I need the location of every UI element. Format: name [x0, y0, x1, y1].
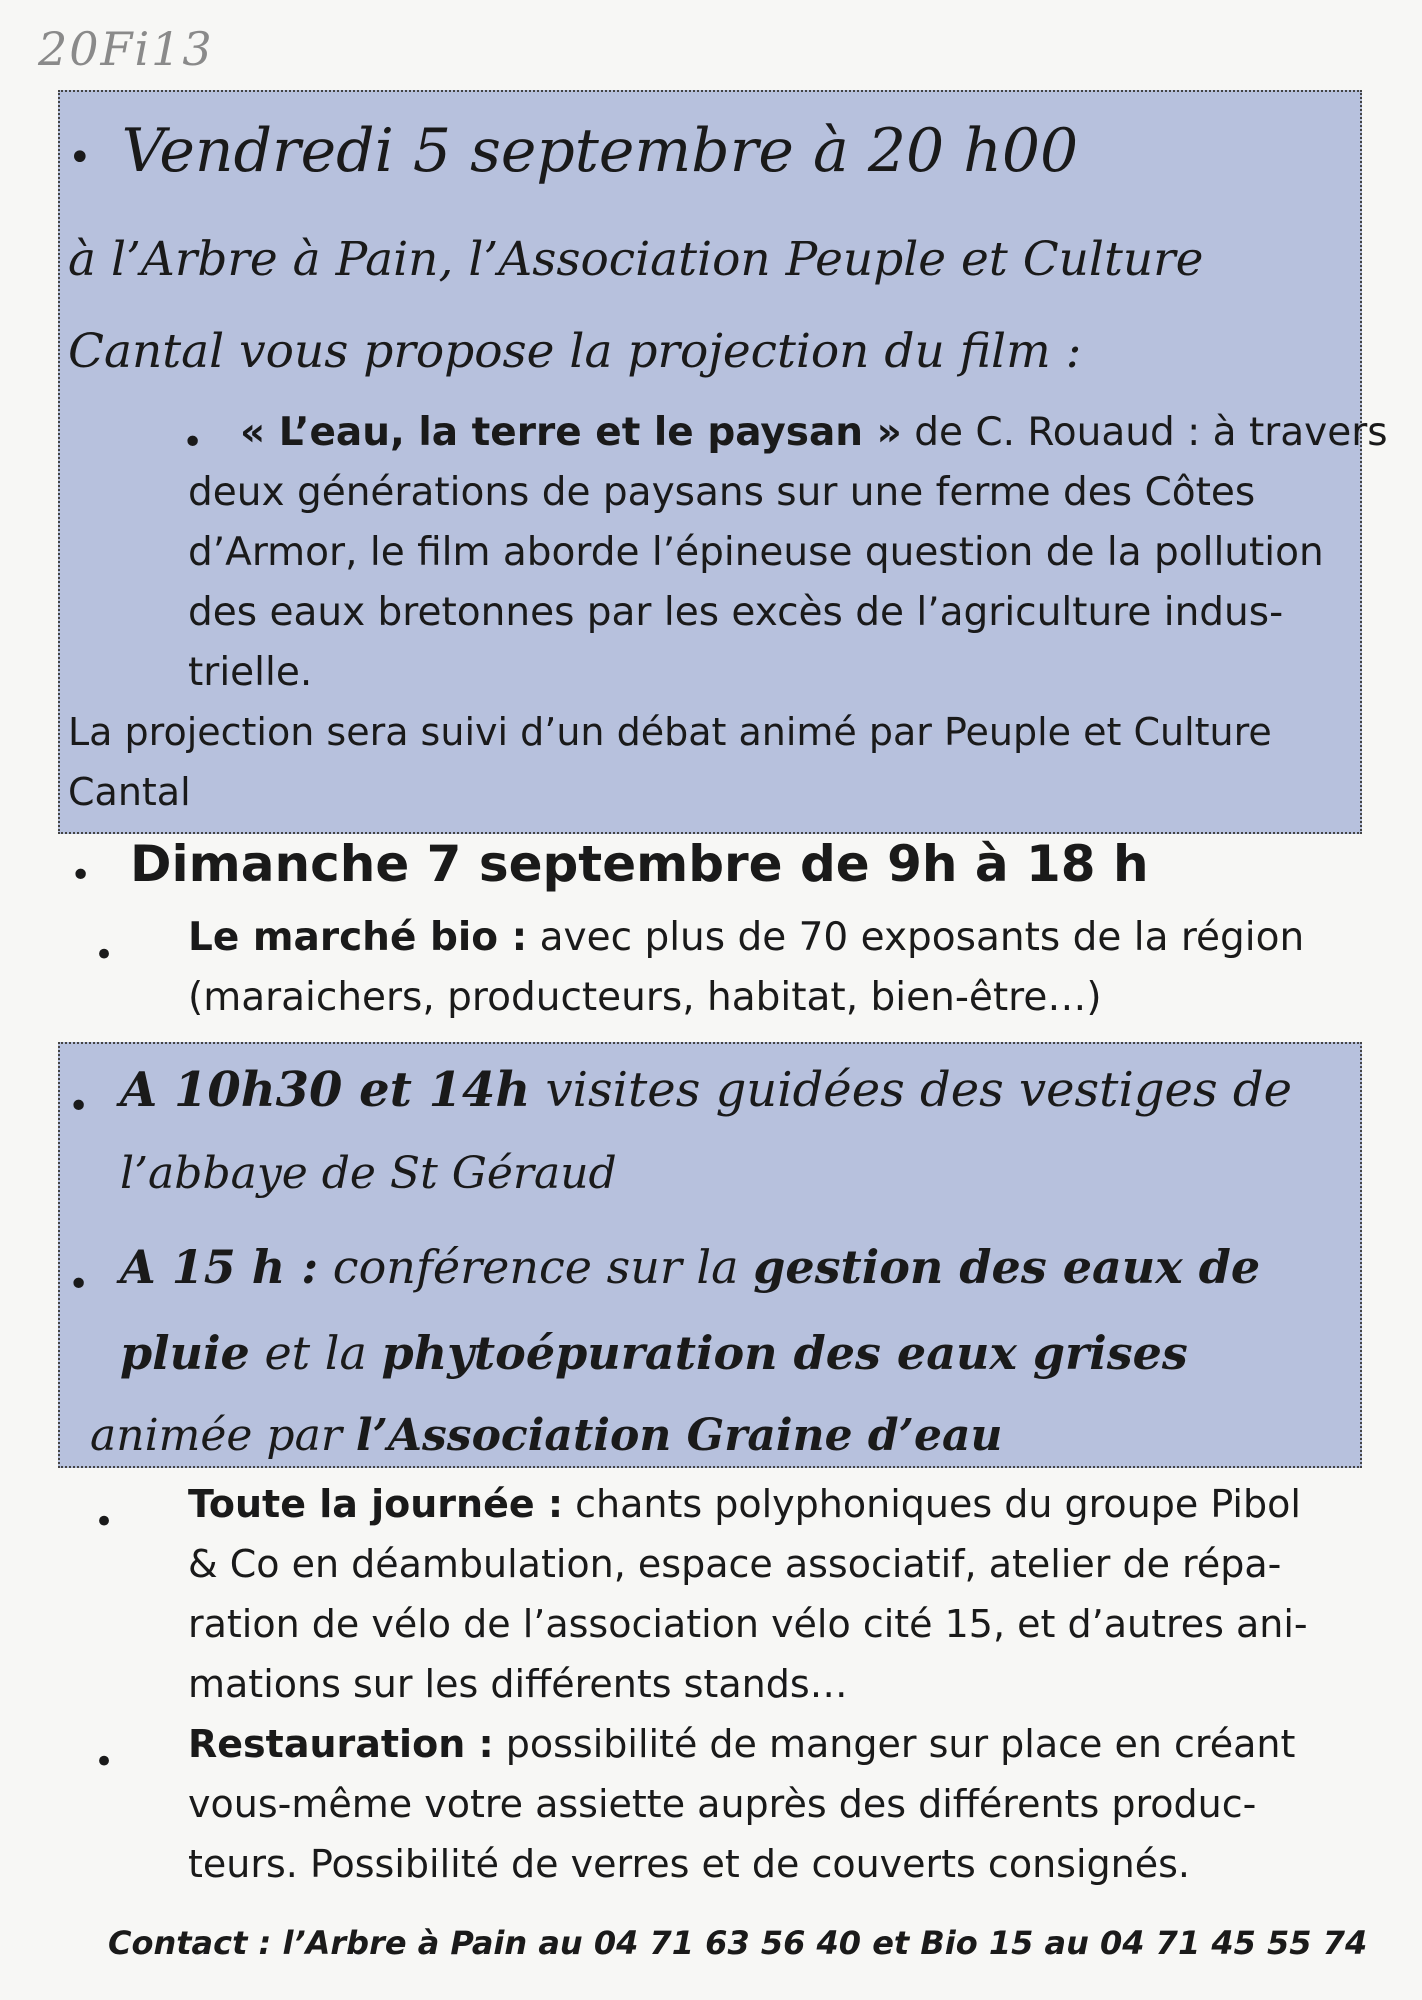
- food-line: [188, 1722, 1295, 1766]
- bullet-dot: •: [68, 135, 92, 181]
- conference-text: et la: [249, 1326, 382, 1380]
- conference-topic: pluie: [120, 1326, 250, 1380]
- all-day-label: Toute la journée :: [188, 1482, 564, 1526]
- bullet-dot: •: [182, 422, 204, 463]
- film-description-line: d’Armor, le film aborde l’épineuse question de la pollution: [188, 530, 1324, 575]
- bullet-dot: •: [94, 935, 115, 975]
- bullet-dot: •: [70, 855, 92, 896]
- debate-note: La projection sera suivi d’un débat animé par Peuple et Culture: [68, 710, 1272, 754]
- all-day-text: chants polyphoniques du groupe Pibol: [563, 1482, 1301, 1526]
- market-line: (maraichers, producteurs, habitat, bien-être…): [188, 975, 1102, 1020]
- all-day-line: [188, 1482, 1301, 1526]
- conference-line: [120, 1240, 1260, 1294]
- conference-topic: phytoépuration des eaux grises: [381, 1326, 1188, 1380]
- friday-heading: [68, 116, 1078, 186]
- friday-venue-line: à l’Arbre à Pain, l’Association Peuple et Culture: [68, 232, 1204, 287]
- conference-line: [120, 1326, 1188, 1380]
- archive-reference: 20Fi13: [38, 22, 214, 76]
- film-description-line: deux générations de paysans sur une ferme des Côtes: [188, 470, 1256, 515]
- food-label: Restauration :: [188, 1722, 494, 1766]
- all-day-line: mations sur les différents stands…: [188, 1662, 848, 1706]
- film-title: « L’eau, la terre et le paysan »: [240, 410, 902, 455]
- food-line: vous-même votre assiette auprès des différents produc-: [188, 1782, 1257, 1826]
- bullet-dot: •: [68, 1086, 90, 1127]
- conference-organizer: l’Association Graine d’eau: [355, 1410, 1003, 1461]
- debate-note: Cantal: [68, 770, 191, 814]
- friday-venue-line: Cantal vous propose la projection du film :: [68, 324, 1082, 379]
- film-description-line: [240, 410, 1388, 455]
- all-day-line: & Co en déambulation, espace associatif, atelier de répa-: [188, 1542, 1282, 1586]
- conference-text: conférence sur la: [318, 1240, 754, 1294]
- film-description-line: trielle.: [188, 650, 313, 695]
- contact-info: Contact : l’Arbre à Pain au 04 71 63 56 40 et Bio 15 au 04 71 45 55 74: [108, 1924, 1368, 1962]
- conference-time: A 15 h :: [120, 1240, 319, 1294]
- market-line: [188, 915, 1304, 960]
- visits-text: visites guidées des vestiges de: [530, 1062, 1292, 1118]
- film-director: de C. Rouaud : à travers: [901, 410, 1388, 455]
- all-day-line: ration de vélo de l’association vélo cité 15, et d’autres ani-: [188, 1602, 1308, 1646]
- sunday-heading: Dimanche 7 septembre de 9h à 18 h: [130, 835, 1149, 893]
- visits-conference-box: [58, 1042, 1362, 1468]
- market-text: avec plus de 70 exposants de la région: [527, 915, 1305, 960]
- visits-line: [120, 1062, 1292, 1118]
- food-text: possibilité de manger sur place en créant: [493, 1722, 1296, 1766]
- friday-event-box: [58, 90, 1388, 834]
- market-label: Le marché bio :: [188, 915, 528, 960]
- visits-line: l’abbaye de St Géraud: [120, 1148, 617, 1199]
- conference-topic: gestion des eaux de: [753, 1240, 1261, 1294]
- film-description-line: des eaux bretonnes par les excès de l’agriculture indus-: [188, 590, 1284, 635]
- conference-text: animée par: [90, 1410, 356, 1461]
- bullet-dot: •: [94, 1502, 115, 1542]
- bullet-dot: •: [68, 1264, 90, 1305]
- visits-times: A 10h30 et 14h: [120, 1062, 531, 1118]
- friday-heading-text: Vendredi 5 septembre à 20 h00: [121, 116, 1079, 186]
- conference-line: [90, 1410, 1003, 1461]
- bullet-dot: •: [94, 1742, 115, 1782]
- food-line: teurs. Possibilité de verres et de couverts consignés.: [188, 1842, 1190, 1886]
